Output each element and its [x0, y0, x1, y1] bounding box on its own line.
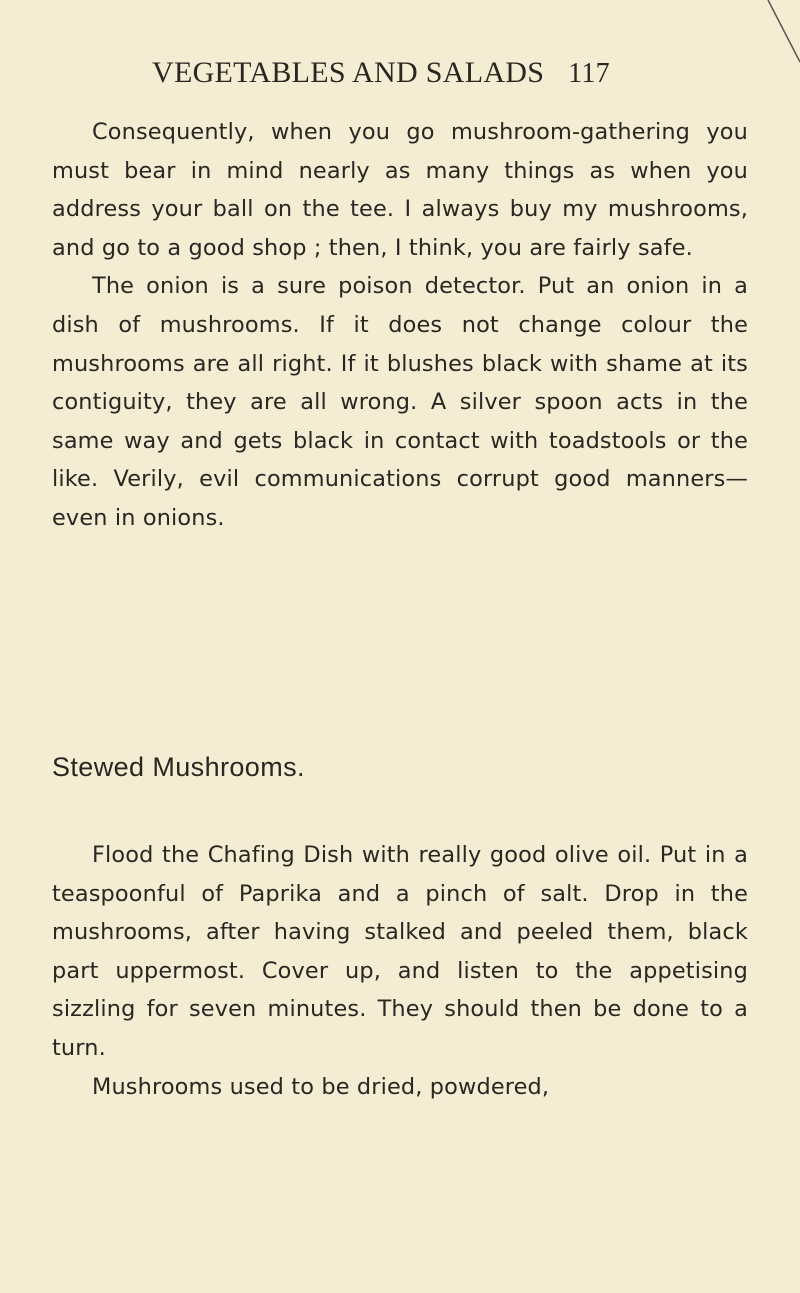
paragraph: Consequently, when you go mushroom-gathering you must bear in mind nearly as many things as when you address your ball on the tee. I always buy my mushrooms, and go to a good shop ; then, I think, you are fairly safe.: [52, 119, 748, 261]
running-header: [152, 56, 712, 90]
page-number: 117: [568, 58, 610, 89]
paragraph: Mushrooms used to be dried, powdered,: [92, 1073, 550, 1100]
section-heading-stewed-mushrooms: Stewed Mushrooms.: [52, 752, 305, 782]
section-stewed-mushrooms: [52, 836, 748, 1106]
paragraph: The onion is a sure poison detector. Put an onion in a dish of mushrooms. If it does not change colour the mushrooms are all right. If it blushes black with shame at its contiguity, they are all wrong. A silver spoon acts in the same way and gets black in contact with toadstools or the like. Verily, evil communications corrupt good manners— even in onions.: [52, 273, 748, 531]
paragraph: Flood the Chafing Dish with really good olive oil. Put in a teaspoonful of Paprika and a pinch of salt. Drop in the mushrooms, after having stalked and peeled them, black part uppermost. Cover up, and listen to the appetising sizzling for seven minutes. They should then be done to a turn.: [52, 842, 748, 1061]
section-mushroom-gathering: [52, 113, 748, 538]
page-corner-line-icon: [760, 0, 800, 70]
running-header-title: VEGETABLES AND SALADS: [152, 56, 545, 89]
